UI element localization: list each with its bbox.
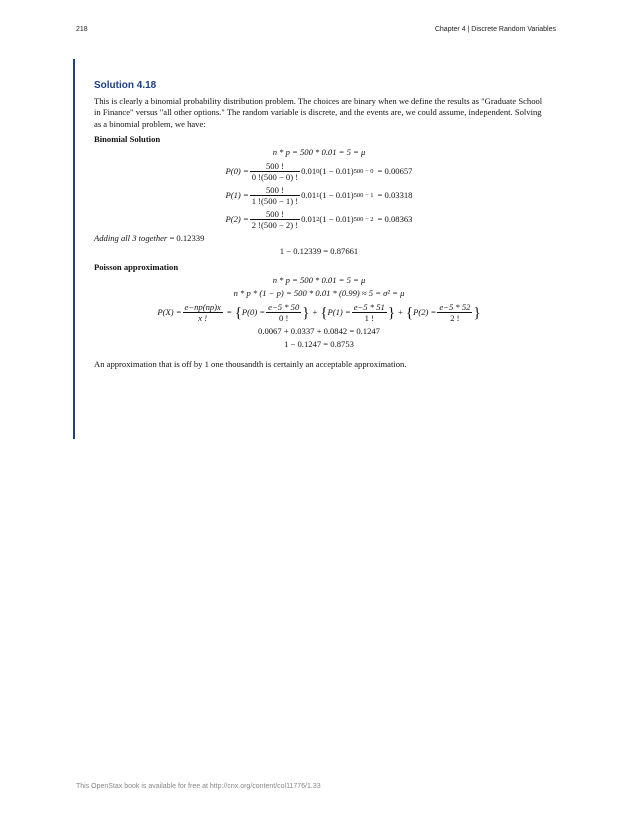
binomial-numerator: 500 ! — [250, 161, 300, 172]
poisson-pmf-denominator: x ! — [198, 313, 208, 324]
binomial-q: (1 − 0.01) — [319, 166, 354, 177]
poisson-term-denominator: 2 ! — [450, 313, 460, 324]
binomial-numerator: 500 ! — [250, 209, 300, 220]
poisson-term-fraction — [352, 302, 387, 323]
binomial-q: (1 − 0.01) — [319, 190, 354, 201]
binomial-heading: Binomial Solution — [94, 133, 161, 144]
poisson-complement-equation: 1 − 0.1247 = 0.8753 — [284, 339, 354, 350]
binomial-coefficient — [250, 161, 300, 182]
poisson-terms: { P(0) = $\frac{e-5 * 50}{0 !}$ } + { P(1) = $\frac{e-5 * 51}{1 !}$ } + { P(2) = $\frac{e-5 * 52}{2 !}$ } — [234, 302, 481, 324]
binomial-denominator: 1 !(500 − 1) ! — [251, 196, 299, 207]
poisson-term-denominator: 1 ! — [364, 313, 374, 324]
plus-sign: + — [398, 307, 403, 318]
poisson-pmf-numerator: e−np(np)x — [184, 302, 221, 313]
solution-intro: This is clearly a binomial probability distribution problem. The choices are binary when we define the results as "Graduate School in Finance" versus "all other options." The random variable is discrete, and the events are, we could assume, independent. Solving as a binomial problem, we have: — [94, 96, 543, 129]
poisson-term-lhs: P(1) = — [327, 307, 351, 318]
poisson-heading: Poisson approximation — [94, 261, 179, 272]
poisson-term-lhs: P(0) = — [241, 307, 266, 318]
solution-block — [94, 80, 544, 370]
binomial-denominator: 2 !(500 − 2) ! — [251, 220, 299, 231]
poisson-term-numerator: e−5 * 51 — [353, 302, 385, 313]
binomial-q: (1 − 0.01) — [319, 214, 354, 225]
poisson-term-lhs: P(2) = — [413, 307, 437, 318]
binomial-p: 0.01 — [301, 166, 317, 177]
poisson-term-fraction — [437, 302, 472, 323]
poisson-variance-equation: n * p * (1 − p) = 500 * 0.01 * (0.99) ≈ 5 = σ² = μ — [233, 288, 405, 299]
binomial-lhs: P(0) = — [225, 166, 249, 177]
adding-label: Adding all 3 together — [94, 233, 168, 244]
binomial-result: = 0.08363 — [377, 214, 413, 225]
poisson-term-fraction — [266, 302, 301, 323]
solution-side-bar — [73, 59, 75, 439]
binomial-equations — [94, 161, 544, 230]
adding-value: = 0.12339 — [169, 233, 205, 244]
binomial-row: P(1) = $\frac{500 !}{1 !(500 - 1) !}$ 0.01 1 (1 − 0.01) 500 − 1 = 0.03318 — [225, 185, 413, 207]
binomial-lhs: P(2) = — [225, 214, 249, 225]
binomial-row: P(0) = $\frac{500 !}{0 !(500 - 0) !}$ 0.01 0 (1 − 0.01) 500 − 0 = 0.00657 — [225, 161, 413, 183]
binomial-p: 0.01 — [301, 190, 317, 201]
poisson-sum-equation: 0.0067 + 0.0337 + 0.0842 = 0.1247 — [258, 326, 380, 337]
binomial-result: = 0.03318 — [377, 190, 413, 201]
binomial-result: = 0.00657 — [377, 166, 413, 177]
binomial-p: 0.01 — [301, 214, 317, 225]
poisson-mean-equation: n * p = 500 * 0.01 = 5 = μ — [272, 274, 366, 285]
binomial-row: P(2) = $\frac{500 !}{2 !(500 - 2) !}$ 0.01 2 (1 − 0.01) 500 − 2 = 0.08363 — [225, 209, 413, 231]
poisson-pmf-fraction — [183, 302, 223, 323]
poisson-equals: = — [226, 307, 232, 318]
binomial-coefficient — [250, 209, 300, 230]
binomial-denominator: 0 !(500 − 0) ! — [251, 172, 299, 183]
plus-sign: + — [312, 307, 318, 318]
mean-equation: n * p = 500 * 0.01 = 5 = μ — [272, 147, 366, 158]
conclusion: An approximation that is off by 1 one thousandth is certainly an acceptable approximation. — [94, 358, 407, 369]
binomial-lhs: P(1) = — [225, 190, 249, 201]
binomial-numerator: 500 ! — [250, 185, 300, 196]
poisson-term-numerator: e−5 * 52 — [439, 302, 471, 313]
complement-equation: 1 − 0.12339 = 0.87661 — [279, 246, 359, 257]
poisson-pmf-equation — [94, 302, 544, 323]
page-number: 218 — [76, 26, 88, 33]
poisson-lhs: P(X) = — [157, 307, 182, 318]
adding-line — [94, 233, 544, 244]
poisson-term-numerator: e−5 * 50 — [268, 302, 300, 313]
footer-note: This OpenStax book is available for free at http://cnx.org/content/col11776/1.33 — [76, 783, 321, 790]
solution-title: Solution 4.18 — [94, 80, 157, 91]
poisson-term-denominator: 0 ! — [279, 313, 289, 324]
binomial-coefficient — [250, 185, 300, 206]
chapter-title: Chapter 4 | Discrete Random Variables — [434, 26, 556, 33]
